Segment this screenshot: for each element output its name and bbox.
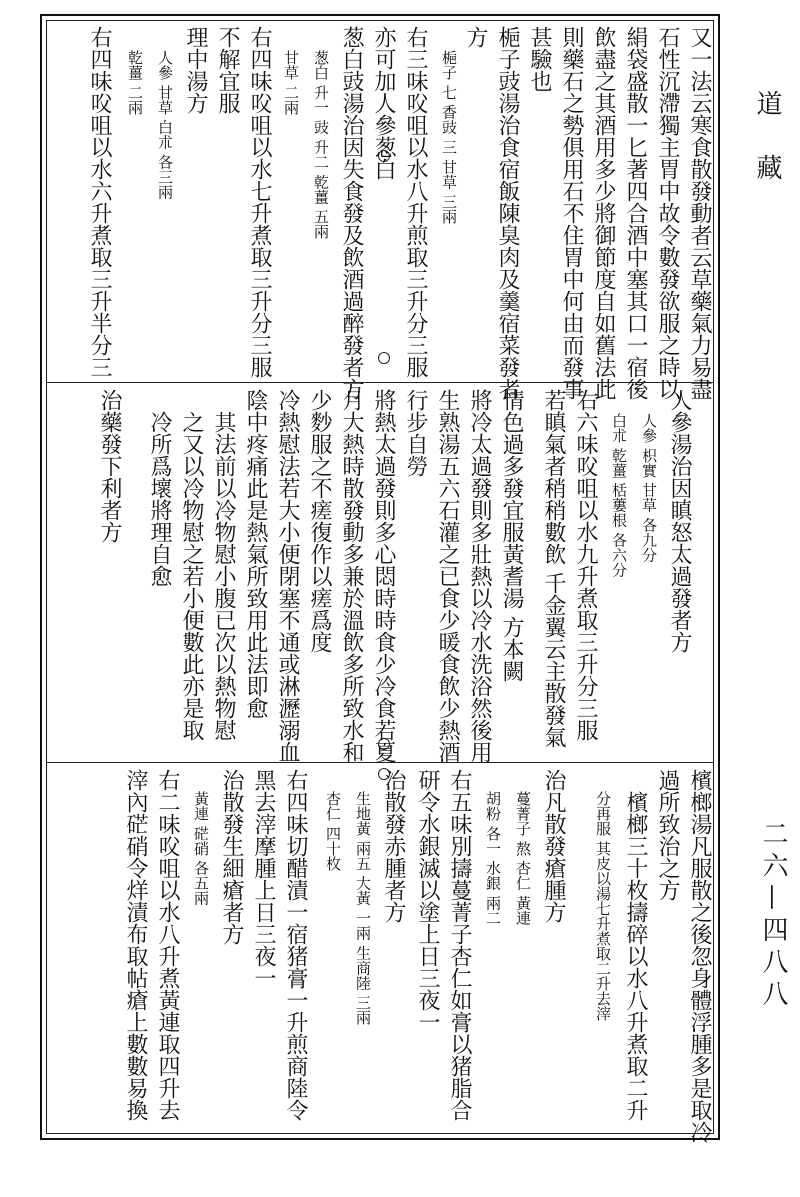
text-column: 冷所爲壞將理自愈 [147, 411, 172, 587]
text-column: 治藥發下利者方 [97, 389, 122, 543]
ingredient-column: 乾薑 二兩 [126, 50, 144, 115]
page-number: 二六—四八八 [758, 820, 788, 1012]
text-column: 右三味㕮咀以水八升煎取三升分三服 [403, 26, 428, 378]
margin-label: 道藏 [752, 90, 782, 218]
text-column: 之又以冷物慰之若小便數此亦是取 [179, 411, 204, 741]
text-column: 治散發赤腫者方 [381, 769, 406, 923]
text-column: 右四味㕮咀以水七升煮取三升分三服 [247, 26, 272, 378]
text-column: 理中湯方 [183, 26, 208, 114]
text-column: 石性沉滯獨主胃中故令數發欲服之時以 [655, 26, 680, 400]
ingredient-column: 生地黃 兩五 大黃 一兩 生商陸 三兩 [354, 791, 372, 1025]
text-column: 行步自勞 [403, 389, 428, 477]
text-column: 黑去滓摩腫上日三夜一 [251, 769, 276, 989]
text-column: 若瞋氣者稍稍數飲 千金翼云主散發氣 [541, 389, 566, 748]
ingredient-column: 梔子 七 香豉 三 甘草 三兩 [440, 50, 458, 224]
text-column: 不解宜服 [215, 26, 240, 114]
ingredient-column: 葱白 升一 豉 升二 乾薑 五兩 [312, 50, 330, 239]
ingredient-column: 白朮 乾薑 栝蔞根 各六分 [610, 413, 628, 578]
text-column: 滓內硭硝令烊漬布取帖瘡上數數易換 [123, 769, 148, 1121]
text-column: 右六味㕮咀以水九升煮取三升分三服 [573, 389, 598, 741]
text-column: 冷熱慰法若大小便閉塞不通或淋瀝溺血 [275, 389, 300, 763]
text-column: 則藥石之勢俱用石不住胃中何由而發事 [559, 26, 584, 400]
text-column: 飲盡之其酒用多少將御節度自如舊法此 [591, 26, 616, 400]
text-column: 將熱太過發則多心悶時時食少冷食若夏 [371, 389, 396, 763]
text-column: 右四味切醋漬一宿猪膏一升煎商陸令 [283, 769, 308, 1121]
text-column: 右四味㕮咀以水六升煮取三升半分三 [87, 26, 112, 378]
ingredient-column: 人參 甘草 白朮 各三兩 [156, 50, 174, 200]
text-column: 將冷太過發則多壯熱以冷水洗浴然後用 [467, 389, 492, 763]
text-column: 右五味別擣蔓菁子杏仁如膏以猪脂合 [447, 769, 472, 1121]
text-column: 治凡散發瘡腫方 [541, 769, 566, 923]
text-column: 治散發生細瘡者方 [219, 769, 244, 945]
ingredient-column: 胡粉 各一 水銀 兩二 [484, 791, 502, 926]
ingredient-column: 杏仁 四十枚 [324, 791, 342, 871]
text-column: 絹袋盛散一匕著四合酒中塞其口一宿後 [623, 26, 648, 400]
text-column: 月大熱時散發動多兼於溫飲多所致水和 [339, 389, 364, 763]
bottom-register [46, 763, 714, 1143]
text-column: 其法前以冷物慰小腹已次以熱物慰 [211, 411, 236, 741]
middle-register [46, 383, 714, 761]
ingredient-column: 甘草 二兩 [282, 50, 300, 115]
text-column: 情色過多發宜服黃耆湯 方本闕 [499, 389, 524, 682]
text-column: 方 [463, 26, 488, 48]
text-column: 又一法云寒食散發動者云草藥氣力易盡 [687, 26, 712, 400]
text-column: 甚驗也 [527, 26, 552, 92]
text-column: 檳榔三十枚擣碎以水八升煮取二升 [623, 791, 648, 1121]
text-column: 右二味㕮咀以水八升煮黃連取四升去 [155, 769, 180, 1121]
text-column: 人參湯治因瞋怒太過發者方 [667, 389, 692, 653]
ingredient-column: 蔓菁子 熬 杏仁 黃連 [514, 791, 532, 926]
text-column: 檳榔湯凡服散之後忽身體浮腫多是取冷 [687, 769, 712, 1143]
text-column: 葱白豉湯治因失食發及飲酒過醉發者方 [339, 26, 364, 400]
text-column: 生熟湯五六石灌之已食少暖食飲少熱酒 [435, 389, 460, 763]
text-column: 過所致治之方 [655, 769, 680, 901]
text-column: 陰中疼痛此是熱氣所致用此法即愈 [243, 389, 268, 719]
top-register [46, 20, 714, 400]
text-column: 少麨服之不瘥復作以瘥爲度 [307, 389, 332, 653]
text-column: 梔子豉湯治食宿飯陳臭肉及羹宿菜發者 [495, 26, 520, 400]
ingredient-column: 分再服 其皮以湯七升煮取二升去滓 [594, 791, 612, 1021]
ingredient-column: 人參 枳實 甘草 各九分 [640, 413, 658, 563]
ingredient-column: 黃連 硭硝 各五兩 [192, 791, 210, 906]
text-column: 亦可加人參葱白 [371, 26, 396, 180]
text-column: 研令水銀滅以塗上日三夜一 [415, 769, 440, 1033]
